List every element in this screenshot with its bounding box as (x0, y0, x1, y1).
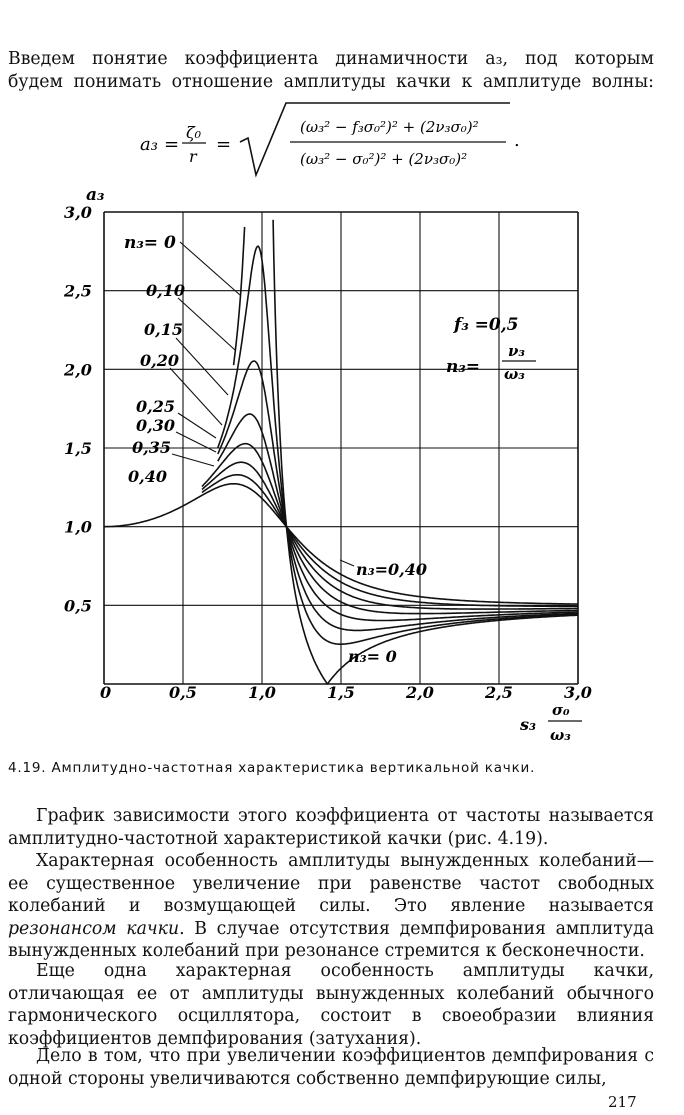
curve-n-0 (234, 227, 245, 365)
intro-line-1: Введем понятие коэффициента динамичности a₃, под которым (8, 49, 654, 69)
x-tick-1: 0,5 (169, 683, 197, 702)
curve-n-3 (218, 414, 578, 620)
series-label-7: 0,40 (128, 467, 167, 486)
series-label-0: n₃= 0 (124, 233, 176, 253)
formula-denominator: (ω₃² − σ₀²)² + (2ν₃σ₀)² (300, 150, 468, 168)
x-label-den: ω₃ (550, 726, 571, 744)
param-n3-num: ν₃ (508, 342, 525, 360)
y-tick-4: 2,0 (64, 360, 92, 380)
formula-frac-den: r (189, 147, 197, 166)
series-label-1: 0,10 (146, 281, 185, 300)
label-n040: n₃=0,40 (356, 560, 428, 579)
body-p1-line1: График зависимости этого коэффициента от частоты называется (36, 806, 654, 826)
dynamic-coefficient-formula (140, 100, 560, 180)
y-tick-3: 1,5 (64, 439, 92, 458)
series-label-4: 0,25 (136, 397, 175, 416)
x-tick-0: 0 (100, 683, 112, 702)
y-tick-2: 1,0 (64, 517, 92, 537)
label-n0: n₃= 0 (348, 647, 397, 666)
amplitude-frequency-chart (30, 180, 610, 750)
curve-n-5 (202, 462, 578, 609)
intro-line-2: будем понимать отношение амплитуды качки к амплитуде волны: (8, 72, 654, 92)
page-number: 217 (608, 1093, 637, 1111)
curve-n-1 (218, 246, 578, 644)
x-label-num: σ₀ (552, 701, 570, 719)
body-p1-line2: амплитудно-частотной характеристикой качки (рис. 4.19). (8, 829, 549, 849)
formula-numerator: (ω₃² − f₃σ₀²)² + (2ν₃σ₀)² (300, 118, 479, 136)
series-label-2: 0,15 (144, 320, 183, 339)
series-label-6: 0,35 (132, 438, 171, 457)
body-p2: Характерная особенность амплитуды вынужденных колебаний— ее существенное увеличение при равенстве частот свободных колебаний и возмущающей силы. Это явление называется резонансом качки. В случае отсутствия демпфирования амплитуда вынужденных колебаний при резонансе стремится к бесконечности. (8, 851, 654, 961)
x-label-lhs: s₃ (520, 715, 537, 734)
term-resonance: резонансом качки (8, 918, 180, 939)
y-tick-5: 2,5 (64, 281, 92, 301)
x-tick-5: 2,5 (485, 683, 513, 702)
x-tick-2: 1,0 (248, 683, 276, 702)
x-tick-3: 1,5 (327, 683, 355, 702)
formula-lhs: a₃ (140, 134, 158, 155)
y-axis-label: a₃ (86, 185, 105, 205)
figure-caption: 4.19. Амплитудно-частотная характеристика вертикальной качки. (8, 760, 536, 776)
param-n3-den: ω₃ (504, 365, 525, 383)
body-p4: Дело в том, что при увеличении коэффициентов демпфирования с одной стороны увеличиваются собственно демпфирующие силы, (8, 1046, 654, 1089)
x-tick-6: 3,0 (564, 683, 592, 702)
param-n3-lhs: n₃= (446, 357, 481, 377)
formula-frac-num: ζ₀ (186, 123, 202, 142)
body-p3: Еще одна характерная особенность амплитуды качки, отличающая ее от амплитуды вынужденных колебаний обычного гармонического осциллятора, состоит в своеобразии влияния коэффициентов демпфирования (затухания). (8, 961, 654, 1049)
y-tick-6: 3,0 (64, 203, 92, 222)
x-tick-4: 2,0 (406, 683, 434, 702)
svg-text:.: . (514, 130, 520, 151)
series-leader-lines (170, 242, 240, 466)
curve-n-4 (202, 444, 578, 614)
series-label-5: 0,30 (136, 416, 175, 435)
y-tick-1: 0,5 (64, 596, 92, 616)
series-label-3: 0,20 (140, 351, 179, 370)
svg-text:=: = (216, 134, 232, 155)
svg-text:=: = (164, 134, 180, 155)
param-f3: f₃ =0,5 (454, 315, 519, 335)
